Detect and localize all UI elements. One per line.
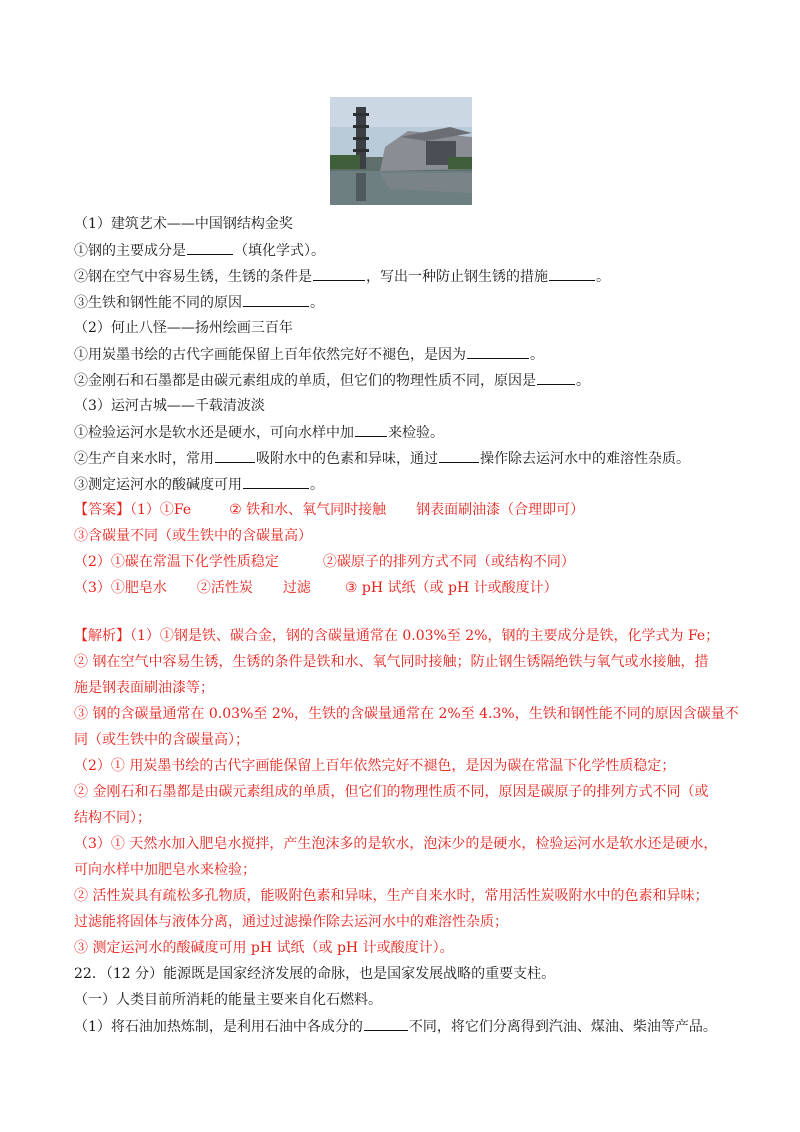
answer-blank[interactable] (243, 474, 309, 489)
answer-blank[interactable] (549, 266, 595, 281)
analysis-line-7: ② 金刚石和石墨都是由碳元素组成的单质，但它们的物理性质不同，原因是碳原子的排列方式不同（或 (74, 784, 709, 800)
analysis-line-6: （2）① 用炭墨书绘的古代字画能保留上百年依然完好不褪色，是因为碳在常温下化学性质稳定； (74, 758, 676, 774)
analysis-line-2: ② 钢在空气中容易生锈，生锈的条件是铁和水、氧气同时接触；防止钢生锈隔绝铁与氧气或水接触，措 (74, 654, 709, 670)
q1-item-2 (74, 266, 734, 287)
answer-4b: ②活性炭 (196, 580, 253, 596)
answer-blank[interactable] (215, 448, 255, 463)
q1-item-2-text-c: 。 (596, 269, 610, 285)
answer-blank[interactable] (187, 240, 233, 255)
q1-item-1 (74, 240, 734, 261)
answer-line-1 (74, 500, 734, 520)
analysis-line-3: 施是钢表面刷油漆等； (74, 680, 214, 696)
answer-blank[interactable] (439, 448, 479, 463)
answer-3b: ②碳原子的排列方式不同（或结构不同） (322, 554, 575, 570)
q2-item-2 (74, 370, 734, 391)
q3-item-2-text-a: ②生产自来水时，常用 (74, 451, 214, 467)
answer-blank[interactable] (243, 292, 309, 307)
q3-item-2-text-b: 吸附水中的色素和异味，通过 (256, 451, 438, 467)
analysis-line-5: 同（或生铁中的含碳量高）； (74, 732, 249, 748)
q3-item-1-text-a: ①检验运河水是软水还是硬水，可向水样中加 (74, 425, 354, 441)
answer-line-4 (74, 578, 734, 598)
answer-line-3 (74, 552, 734, 572)
answer-4a: （3）①肥皂水 (74, 580, 167, 596)
answer-4c: 过滤 (282, 580, 311, 596)
answer-blank[interactable] (364, 1016, 408, 1031)
q1-heading: （1）建筑艺术——中国钢结构金奖 (74, 216, 293, 232)
q1-item-3-text-b: 。 (310, 295, 324, 311)
q2-item-2-text-b: 。 (576, 373, 590, 389)
analysis-line-1: 【解析】（1）①钢是铁、碳合金，钢的含碳量通常在 0.03%至 2%，钢的主要成分是铁，化学式为 Fe； (74, 628, 720, 644)
q1-item-2-text-a: ②钢在空气中容易生锈，生锈的条件是 (74, 269, 312, 285)
q1-item-1-text-b: （填化学式）。 (234, 243, 325, 259)
q2-item-1-text-a: ①用炭墨书绘的古代字画能保留上百年依然完好不褪色，是因为 (74, 347, 466, 363)
q22-item-1-text-b: 不同，将它们分离得到汽油、煤油、柴油等产品。 (408, 1019, 717, 1035)
q1-item-3 (74, 292, 734, 313)
q3-item-3-text-b: 。 (310, 477, 324, 493)
q1-item-1-text-a: ①钢的主要成分是 (74, 243, 186, 259)
q3-item-2 (74, 448, 734, 469)
analysis-line-10: 可向水样中加肥皂水来检验； (74, 862, 256, 878)
q22-subheading: （一）人类目前所消耗的能量主要来自化石燃料。 (74, 992, 382, 1008)
answer-line-2: ③含碳量不同（或生铁中的含碳量高） (74, 528, 312, 544)
answer-3a: （2）①碳在常温下化学性质稳定 (74, 554, 279, 570)
q22-item-1 (74, 1016, 734, 1037)
analysis-line-4: ③ 钢的含碳量通常在 0.03%至 2%，生铁的含碳量通常在 2%至 4.3%，生铁和钢性能不同的原因含碳量不 (74, 706, 739, 722)
answer-1c: 钢表面刷油漆（合理即可） (416, 502, 585, 518)
answer-blank[interactable] (537, 370, 575, 385)
analysis-line-12: 过滤能将固体与液体分离，通过过滤操作除去运河水中的难溶性杂质； (74, 914, 508, 930)
q3-item-3 (74, 474, 734, 495)
answer-1a: 【答案】（1）①Fe (74, 502, 192, 518)
q1-item-2-text-b: ，写出一种防止钢生锈的措施 (366, 269, 548, 285)
q1-item-3-text-a: ③生铁和钢性能不同的原因 (74, 295, 242, 311)
answer-4d: ③ pH 试纸（或 pH 计或酸度计） (344, 580, 558, 596)
q3-item-3-text-a: ③测定运河水的酸碱度可用 (74, 477, 242, 493)
answer-blank[interactable] (467, 344, 529, 359)
answer-1b: ② 铁和水、氧气同时接触 (229, 502, 387, 518)
analysis-line-13: ③ 测定运河水的酸碱度可用 pH 试纸（或 pH 计或酸度计）。 (74, 940, 454, 956)
q22-heading: 22．（12 分）能源既是国家经济发展的命脉，也是国家发展战略的重要支柱。 (74, 966, 556, 982)
building-photo (330, 97, 472, 205)
analysis-line-8: 结构不同）； (74, 810, 151, 826)
answer-blank[interactable] (355, 422, 387, 437)
q3-heading: （3）运河古城——千载清波淡 (74, 398, 265, 414)
analysis-line-11: ② 活性炭具有疏松多孔物质，能吸附色素和异味，生产自来水时，常用活性炭吸附水中的色素和异味； (74, 888, 709, 904)
q2-heading: （2）何止八怪——扬州绘画三百年 (74, 320, 293, 336)
q2-item-1 (74, 344, 734, 365)
q3-item-1 (74, 422, 734, 443)
q2-item-2-text-a: ②金刚石和石墨都是由碳元素组成的单质，但它们的物理性质不同，原因是 (74, 373, 536, 389)
q3-item-2-text-c: 操作除去运河水中的难溶性杂质。 (480, 451, 690, 467)
q22-item-1-text-a: （1）将石油加热炼制，是利用石油中各成分的 (74, 1019, 363, 1035)
q3-item-1-text-b: 来检验。 (388, 425, 444, 441)
answer-blank[interactable] (313, 266, 365, 281)
q2-item-1-text-b: 。 (530, 347, 544, 363)
analysis-line-9: （3）① 天然水加入肥皂水搅拌，产生泡沫多的是软水，泡沫少的是硬水，检验运河水是软水还是硬水， (74, 836, 718, 852)
